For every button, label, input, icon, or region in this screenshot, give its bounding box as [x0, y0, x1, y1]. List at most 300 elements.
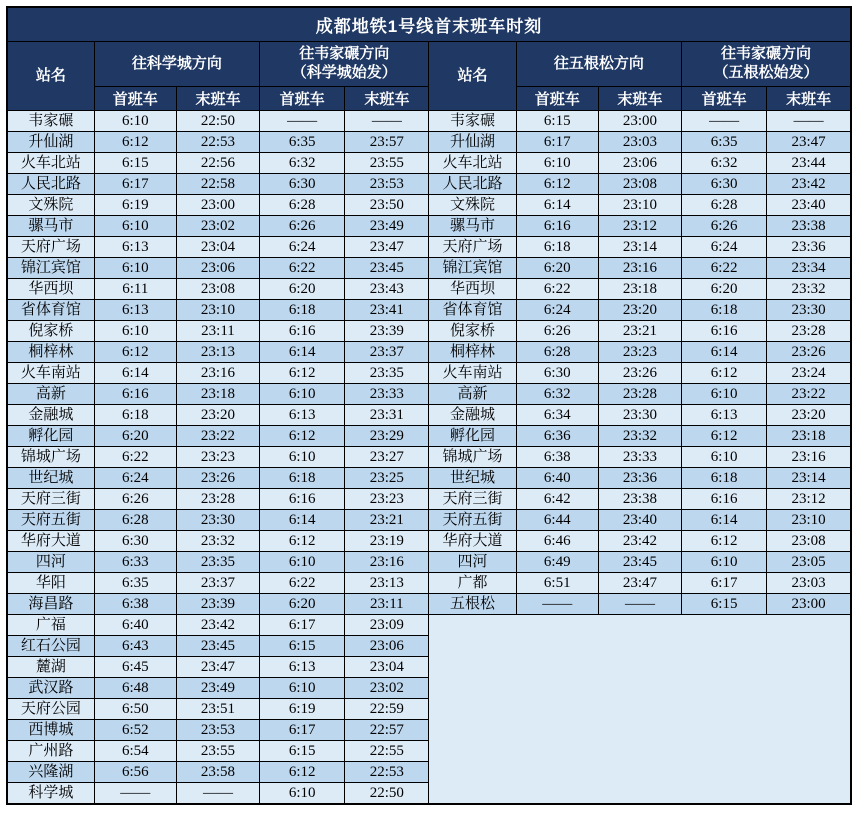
station-cell: 海昌路 [7, 594, 94, 615]
time-cell: 23:04 [345, 657, 429, 678]
station-cell: 高新 [429, 384, 516, 405]
station-cell: 华西坝 [429, 279, 516, 300]
time-cell: 23:30 [598, 405, 681, 426]
first-train-header: 首班车 [94, 87, 176, 111]
station-cell: 四河 [7, 552, 94, 573]
time-cell: 23:37 [345, 342, 429, 363]
direction-header-line2: （五根松始发） [713, 64, 819, 81]
station-cell: 华西坝 [7, 279, 94, 300]
time-cell: 6:40 [516, 468, 598, 489]
time-cell: 6:10 [682, 384, 767, 405]
time-cell: 23:13 [176, 342, 259, 363]
time-cell: 23:18 [176, 384, 259, 405]
time-cell: 6:24 [682, 237, 767, 258]
direction-header-line2: （科学城始发） [291, 64, 397, 81]
time-cell: 23:43 [345, 279, 429, 300]
time-cell: 23:06 [176, 258, 259, 279]
station-cell: 金融城 [7, 405, 94, 426]
time-cell: 6:13 [94, 237, 176, 258]
time-cell: 23:23 [345, 489, 429, 510]
time-cell: 23:12 [598, 216, 681, 237]
time-cell: 23:23 [598, 342, 681, 363]
time-cell: 6:42 [516, 489, 598, 510]
time-cell: 23:26 [767, 342, 851, 363]
table-row [7, 573, 851, 594]
time-cell: 6:14 [516, 195, 598, 216]
time-cell: 6:35 [682, 132, 767, 153]
time-cell: 23:00 [598, 111, 681, 132]
table-row [7, 153, 851, 174]
station-cell: 省体育馆 [429, 300, 516, 321]
time-cell: 6:22 [260, 258, 345, 279]
time-cell: 23:21 [345, 510, 429, 531]
time-cell: 23:32 [176, 531, 259, 552]
time-cell: 6:20 [94, 426, 176, 447]
table-row [7, 342, 851, 363]
station-cell: 天府广场 [7, 237, 94, 258]
station-column-header-left: 站名 [7, 42, 94, 111]
station-cell: 升仙湖 [7, 132, 94, 153]
time-cell: 6:11 [94, 279, 176, 300]
time-cell: —— [94, 783, 176, 805]
station-cell: 桐梓林 [7, 342, 94, 363]
time-cell: 6:20 [260, 279, 345, 300]
time-cell: 6:36 [516, 426, 598, 447]
time-cell: 6:26 [516, 321, 598, 342]
empty-region [429, 615, 851, 805]
station-cell: 四河 [429, 552, 516, 573]
time-cell: 23:44 [767, 153, 851, 174]
time-cell: 23:39 [176, 594, 259, 615]
last-train-header: 末班车 [345, 87, 429, 111]
table-row [7, 216, 851, 237]
time-cell: 6:18 [260, 300, 345, 321]
time-cell: 22:53 [176, 132, 259, 153]
table-row [7, 447, 851, 468]
time-cell: —— [260, 111, 345, 132]
time-cell: 23:32 [598, 426, 681, 447]
table-row [7, 195, 851, 216]
time-cell: 6:16 [682, 321, 767, 342]
time-cell: 23:20 [767, 405, 851, 426]
time-cell: 23:50 [345, 195, 429, 216]
time-cell: 23:22 [767, 384, 851, 405]
first-train-header: 首班车 [682, 87, 767, 111]
table-row [7, 300, 851, 321]
time-cell: 6:16 [260, 321, 345, 342]
table-row [7, 363, 851, 384]
time-cell: 23:08 [598, 174, 681, 195]
station-cell: 华府大道 [429, 531, 516, 552]
time-cell: 23:58 [176, 762, 259, 783]
time-cell: 23:29 [345, 426, 429, 447]
time-cell: 23:30 [767, 300, 851, 321]
time-cell: 23:27 [345, 447, 429, 468]
time-cell: 22:53 [345, 762, 429, 783]
station-cell: 韦家碾 [429, 111, 516, 132]
time-cell: 23:55 [176, 741, 259, 762]
time-cell: 23:57 [345, 132, 429, 153]
time-cell: 23:53 [345, 174, 429, 195]
time-cell: 6:12 [682, 363, 767, 384]
time-cell: 6:54 [94, 741, 176, 762]
last-train-header: 末班车 [767, 87, 851, 111]
time-cell: 6:13 [94, 300, 176, 321]
time-cell: 6:24 [260, 237, 345, 258]
time-cell: 23:03 [767, 573, 851, 594]
time-cell: 6:10 [260, 447, 345, 468]
time-cell: 23:39 [345, 321, 429, 342]
station-cell: 韦家碾 [7, 111, 94, 132]
time-cell: 23:25 [345, 468, 429, 489]
time-cell: 6:17 [682, 573, 767, 594]
time-cell: —— [682, 111, 767, 132]
time-cell: 6:51 [516, 573, 598, 594]
timetable-table [6, 6, 852, 805]
table-row [7, 615, 851, 636]
time-cell: 6:17 [516, 132, 598, 153]
time-cell: 23:16 [345, 552, 429, 573]
station-cell: 天府三街 [7, 489, 94, 510]
time-cell: 23:47 [767, 132, 851, 153]
time-cell: 6:16 [260, 489, 345, 510]
station-column-header-right: 站名 [429, 42, 516, 111]
table-row [7, 279, 851, 300]
time-cell: 23:45 [345, 258, 429, 279]
time-cell: 6:10 [260, 678, 345, 699]
time-cell: 23:38 [767, 216, 851, 237]
time-cell: 23:00 [767, 594, 851, 615]
time-cell: 23:45 [176, 636, 259, 657]
time-cell: 23:16 [767, 447, 851, 468]
time-cell: 6:44 [516, 510, 598, 531]
time-cell: —— [598, 594, 681, 615]
page-title: 成都地铁1号线首末班车时刻 [7, 7, 851, 42]
time-cell: 6:32 [260, 153, 345, 174]
time-cell: 6:34 [516, 405, 598, 426]
station-cell: 火车北站 [429, 153, 516, 174]
time-cell: 23:36 [598, 468, 681, 489]
time-cell: 23:45 [598, 552, 681, 573]
station-cell: 广福 [7, 615, 94, 636]
time-cell: 22:55 [345, 741, 429, 762]
time-cell: 23:37 [176, 573, 259, 594]
time-cell: 6:15 [260, 741, 345, 762]
time-cell: 6:26 [260, 216, 345, 237]
time-cell: 6:56 [94, 762, 176, 783]
time-cell: 23:26 [598, 363, 681, 384]
time-cell: 6:16 [94, 384, 176, 405]
time-cell: 6:10 [260, 384, 345, 405]
time-cell: 23:09 [345, 615, 429, 636]
time-cell: 6:30 [682, 174, 767, 195]
time-cell: 23:06 [598, 153, 681, 174]
time-cell: 6:12 [94, 132, 176, 153]
time-cell: 23:10 [767, 510, 851, 531]
time-cell: 6:28 [260, 195, 345, 216]
time-cell: 23:40 [598, 510, 681, 531]
station-cell: 天府三街 [429, 489, 516, 510]
station-cell: 人民北路 [7, 174, 94, 195]
time-cell: 23:11 [345, 594, 429, 615]
table-row [7, 531, 851, 552]
time-cell: 6:16 [682, 489, 767, 510]
time-cell: 6:17 [260, 615, 345, 636]
time-cell: 22:57 [345, 720, 429, 741]
time-cell: 6:12 [260, 531, 345, 552]
time-cell: 6:35 [94, 573, 176, 594]
time-cell: 6:30 [516, 363, 598, 384]
timetable-body [7, 111, 851, 805]
time-cell: 23:16 [176, 363, 259, 384]
time-cell: 23:21 [598, 321, 681, 342]
time-cell: 23:47 [176, 657, 259, 678]
time-cell: 6:18 [682, 468, 767, 489]
time-cell: —— [176, 783, 259, 805]
time-cell: 23:28 [176, 489, 259, 510]
time-cell: 23:23 [176, 447, 259, 468]
table-row [7, 384, 851, 405]
station-cell: 兴隆湖 [7, 762, 94, 783]
station-cell: 五根松 [429, 594, 516, 615]
time-cell: 6:15 [94, 153, 176, 174]
time-cell: 23:30 [176, 510, 259, 531]
time-cell: —— [767, 111, 851, 132]
time-cell: 23:34 [767, 258, 851, 279]
time-cell: 6:26 [682, 216, 767, 237]
table-row [7, 132, 851, 153]
time-cell: 6:45 [94, 657, 176, 678]
table-row [7, 405, 851, 426]
time-cell: 6:12 [260, 762, 345, 783]
time-cell: 22:56 [176, 153, 259, 174]
time-cell: 23:51 [176, 699, 259, 720]
time-cell: 6:28 [682, 195, 767, 216]
direction-header-row [7, 42, 851, 87]
time-cell: 23:19 [345, 531, 429, 552]
time-cell: 6:12 [682, 426, 767, 447]
station-cell: 文殊院 [7, 195, 94, 216]
station-cell: 桐梓林 [429, 342, 516, 363]
station-cell: 省体育馆 [7, 300, 94, 321]
table-row [7, 489, 851, 510]
time-cell: 6:32 [682, 153, 767, 174]
station-cell: 世纪城 [429, 468, 516, 489]
time-cell: 6:12 [260, 426, 345, 447]
time-cell: 6:30 [260, 174, 345, 195]
station-cell: 孵化园 [429, 426, 516, 447]
time-cell: 6:49 [516, 552, 598, 573]
time-cell: 6:22 [94, 447, 176, 468]
station-cell: 广州路 [7, 741, 94, 762]
time-cell: 6:19 [260, 699, 345, 720]
time-cell: 23:28 [767, 321, 851, 342]
time-cell: 23:49 [345, 216, 429, 237]
time-cell: 6:18 [516, 237, 598, 258]
time-cell: 23:40 [767, 195, 851, 216]
table-row [7, 594, 851, 615]
station-cell: 武汉路 [7, 678, 94, 699]
time-cell: 6:20 [260, 594, 345, 615]
time-cell: 23:14 [598, 237, 681, 258]
time-cell: 6:35 [260, 132, 345, 153]
time-cell: 6:13 [260, 405, 345, 426]
table-row [7, 426, 851, 447]
station-cell: 骡马市 [429, 216, 516, 237]
time-cell: 23:47 [345, 237, 429, 258]
time-cell: 6:24 [94, 468, 176, 489]
time-cell: 23:02 [345, 678, 429, 699]
time-cell: 6:14 [682, 342, 767, 363]
time-cell: 6:17 [94, 174, 176, 195]
time-cell: 6:18 [682, 300, 767, 321]
station-cell: 天府公园 [7, 699, 94, 720]
station-cell: 天府五街 [429, 510, 516, 531]
station-cell: 天府广场 [429, 237, 516, 258]
time-cell: 6:24 [516, 300, 598, 321]
station-cell: 锦城广场 [429, 447, 516, 468]
station-cell: 红石公园 [7, 636, 94, 657]
time-cell: 23:41 [345, 300, 429, 321]
time-cell: 23:42 [598, 531, 681, 552]
time-cell: 6:38 [516, 447, 598, 468]
table-row [7, 468, 851, 489]
time-cell: 23:55 [345, 153, 429, 174]
timetable-header [7, 7, 851, 111]
time-cell: 23:20 [176, 405, 259, 426]
time-cell: 6:52 [94, 720, 176, 741]
station-cell: 麓湖 [7, 657, 94, 678]
time-cell: 22:59 [345, 699, 429, 720]
time-cell: 23:11 [176, 321, 259, 342]
time-cell: 6:18 [94, 405, 176, 426]
time-cell: 6:33 [94, 552, 176, 573]
time-cell: 23:00 [176, 195, 259, 216]
table-row [7, 237, 851, 258]
time-cell: 6:22 [260, 573, 345, 594]
time-cell: 22:50 [176, 111, 259, 132]
station-cell: 倪家桥 [7, 321, 94, 342]
time-cell: 23:02 [176, 216, 259, 237]
time-cell: 6:12 [94, 342, 176, 363]
station-cell: 高新 [7, 384, 94, 405]
direction-header-wugensong: 往五根松方向 [516, 42, 681, 87]
time-cell: 6:12 [260, 363, 345, 384]
station-cell: 火车南站 [429, 363, 516, 384]
time-cell: 23:31 [345, 405, 429, 426]
time-cell: 6:40 [94, 615, 176, 636]
station-cell: 科学城 [7, 783, 94, 805]
station-cell: 金融城 [429, 405, 516, 426]
time-cell: 6:10 [516, 153, 598, 174]
time-cell: 6:13 [682, 405, 767, 426]
time-cell: 6:12 [682, 531, 767, 552]
time-cell: 23:22 [176, 426, 259, 447]
time-cell: 23:26 [176, 468, 259, 489]
direction-header-weijianian-from-kexuecheng [260, 42, 429, 87]
time-cell: 23:20 [598, 300, 681, 321]
first-train-header: 首班车 [260, 87, 345, 111]
time-cell: 6:10 [94, 321, 176, 342]
time-cell: 23:53 [176, 720, 259, 741]
time-cell: 6:30 [94, 531, 176, 552]
time-cell: 6:22 [516, 279, 598, 300]
time-cell: 22:50 [345, 783, 429, 805]
time-cell: 23:10 [598, 195, 681, 216]
time-cell: 23:32 [767, 279, 851, 300]
time-cell: 23:14 [767, 468, 851, 489]
last-train-header: 末班车 [176, 87, 259, 111]
time-cell: 23:47 [598, 573, 681, 594]
time-cell: 23:36 [767, 237, 851, 258]
time-cell: 6:20 [682, 279, 767, 300]
time-cell: 6:48 [94, 678, 176, 699]
time-cell: 23:28 [598, 384, 681, 405]
station-cell: 锦城广场 [7, 447, 94, 468]
first-train-header: 首班车 [516, 87, 598, 111]
station-cell: 西博城 [7, 720, 94, 741]
time-cell: 6:15 [260, 636, 345, 657]
station-cell: 孵化园 [7, 426, 94, 447]
time-cell: 23:05 [767, 552, 851, 573]
time-cell: 6:10 [260, 552, 345, 573]
time-cell: 23:24 [767, 363, 851, 384]
time-cell: 23:35 [345, 363, 429, 384]
time-cell: 6:32 [516, 384, 598, 405]
station-cell: 广都 [429, 573, 516, 594]
time-cell: 23:10 [176, 300, 259, 321]
table-row [7, 321, 851, 342]
time-cell: 6:19 [94, 195, 176, 216]
station-cell: 华府大道 [7, 531, 94, 552]
time-cell: 23:18 [767, 426, 851, 447]
time-cell: 23:33 [345, 384, 429, 405]
time-cell: 6:10 [94, 111, 176, 132]
time-cell: 23:42 [176, 615, 259, 636]
time-cell: 6:15 [682, 594, 767, 615]
direction-header-line1: 往韦家碾方向 [721, 45, 812, 63]
time-cell: 6:46 [516, 531, 598, 552]
station-cell: 升仙湖 [429, 132, 516, 153]
direction-header-line1: 往韦家碾方向 [299, 45, 390, 63]
time-cell: 23:42 [767, 174, 851, 195]
station-cell: 倪家桥 [429, 321, 516, 342]
direction-header-kexuecheng: 往科学城方向 [94, 42, 259, 87]
table-row [7, 111, 851, 132]
station-cell: 人民北路 [429, 174, 516, 195]
time-cell: 23:04 [176, 237, 259, 258]
time-cell: 22:58 [176, 174, 259, 195]
time-cell: 23:13 [345, 573, 429, 594]
table-row [7, 258, 851, 279]
table-row [7, 510, 851, 531]
time-cell: 6:17 [260, 720, 345, 741]
time-cell: —— [516, 594, 598, 615]
time-cell: —— [345, 111, 429, 132]
time-cell: 6:28 [94, 510, 176, 531]
time-cell: 23:33 [598, 447, 681, 468]
station-cell: 火车南站 [7, 363, 94, 384]
time-cell: 6:15 [516, 111, 598, 132]
time-cell: 6:22 [682, 258, 767, 279]
time-cell: 6:10 [260, 783, 345, 805]
time-cell: 23:35 [176, 552, 259, 573]
time-cell: 23:49 [176, 678, 259, 699]
station-cell: 华阳 [7, 573, 94, 594]
station-cell: 锦江宾馆 [7, 258, 94, 279]
time-cell: 23:06 [345, 636, 429, 657]
time-cell: 6:14 [682, 510, 767, 531]
